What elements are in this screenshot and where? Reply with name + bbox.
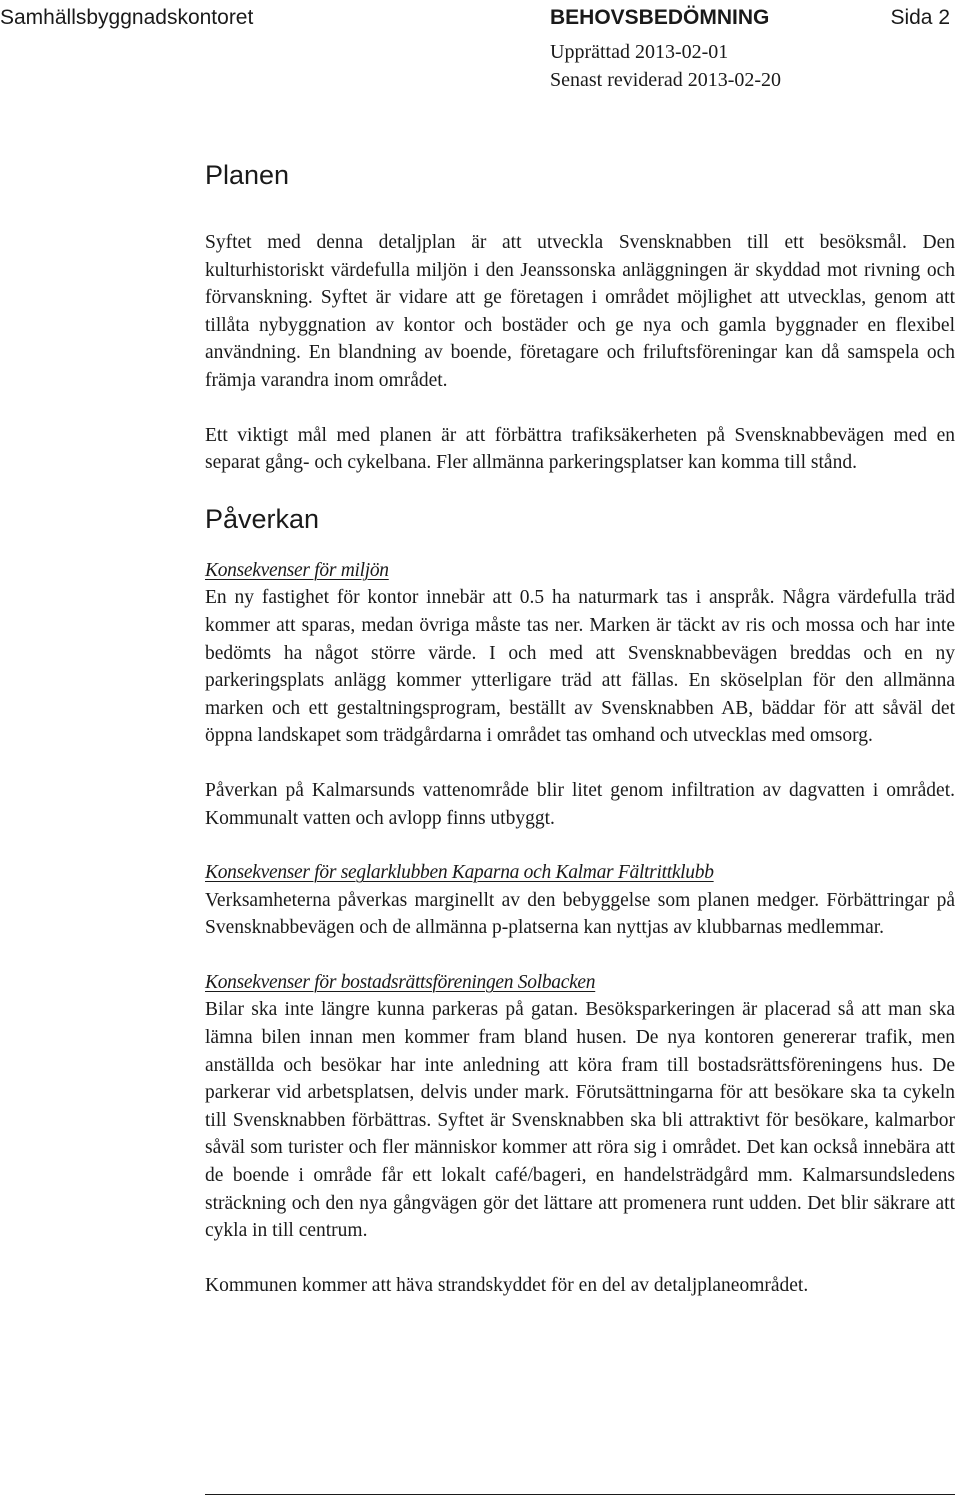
section-heading-paverkan: Påverkan <box>205 503 320 534</box>
planen-paragraph-2: Ett viktigt mål med planen är att förbättra trafiksäkerheten på Svensknabbevägen med en separat gång- och cykelbana. Fler allmänna parkeringsplatser kan komma till stånd. <box>205 424 955 474</box>
header-dates <box>550 38 781 94</box>
miljon-paragraph-1: En ny fastighet för kontor innebär att 0.5 ha naturmark tas i anspråk. Några värdefulla träd kommer att sparas, medan övriga måste tas ner. Marken är täckt av ris och mossa och har inte bedömts ha något större värde. I och med att Svensknabbevägen breddas och en ny parkeringsplats anlägg kommer ytterligare träd att fällas. En sköselplan för den allmänna marken och ett gestaltningsprogram, beställt av Svensknabben AB, bäddar för att såväl det öppna landskapet som trädgårdarna i området tas omhand och utvecklas med omsorg. <box>205 587 955 747</box>
klubbar-paragraph: Verksamheterna påverkas marginellt av den bebyggelse som planen medger. Förbättringar på Svensknabbevägen och de allmänna p-platserna kan nyttjas av klubbarnas medlemmar. <box>205 889 955 939</box>
subsection-klubbar <box>205 859 955 942</box>
header-page-number: Sida 2 <box>890 6 950 29</box>
header-created-date: Upprättad 2013-02-01 <box>550 41 729 63</box>
section-heading-planen: Planen <box>205 160 290 190</box>
header-document-title: BEHOVSBEDÖMNING <box>550 6 770 29</box>
document-body <box>205 158 955 1326</box>
strandskydd-paragraph: Kommunen kommer att häva strandskyddet för en del av detaljplaneområdet. <box>205 1274 809 1296</box>
miljon-paragraph-2: Påverkan på Kalmarsunds vattenområde blir litet genom infiltration av dagvatten i området. Kommunalt vatten och avlopp finns utbyggt. <box>205 779 955 829</box>
header-revised-date: Senast reviderad 2013-02-20 <box>550 69 782 91</box>
subsection-miljon <box>205 557 955 832</box>
subsection-solbacken <box>205 969 955 1245</box>
planen-paragraph-1: Syftet med denna detaljplan är att utveckla Svensknabben till ett besöksmål. Den kulturhistoriskt värdefulla miljön i den Jeanssonska anläggningen är skyddad mot rivning och förvanskning. Syftet är vidare att ge företagen i området möjlighet att utvecklas, genom att tillåta nybyggnation av kontor och bostäder och ge nya och gamla byggnader en flexibel användning. En blandning av boende, företagare och friluftsföreningar kan då samspela och främja varandra inom området. <box>205 232 955 391</box>
solbacken-paragraph: Bilar ska inte längre kunna parkeras på gatan. Besöksparkeringen är placerad så att man ska lämna bilen innan men kommer fram bland husen. De nya kontoren genererar trafik, men anställda och besökar har inte anledning att köra fram till bostadsrättsföreningens hus. De parkerar vid arbetsplatsen, delvis under mark. Förutsättningarna för att besökare ska ta cykeln till Svensknabben förbättras. Syftet är Svensknabben ska bli attraktivt för besökare, kalmarbor såväl som turister och fler människor kommer att röra sig i området. Det kan också innebära att de boende i område får ett lokalt café/bageri, en handelsträdgård mm. Kalmarsundsledens sträckning och den nya gångvägen gör det lättare att promenera runt udden. Det blir säkrare att cykla in till centrum. <box>205 999 955 1242</box>
subheading-solbacken: Konsekvenser för bostadsrättsföreningen Solbacken <box>205 971 596 993</box>
subheading-miljon: Konsekvenser för miljön <box>205 559 389 581</box>
footer-divider <box>205 1494 955 1495</box>
header-organization: Samhällsbyggnadskontoret <box>0 6 254 29</box>
subheading-klubbar: Konsekvenser för seglarklubben Kaparna och Kalmar Fältrittklubb <box>205 862 714 884</box>
